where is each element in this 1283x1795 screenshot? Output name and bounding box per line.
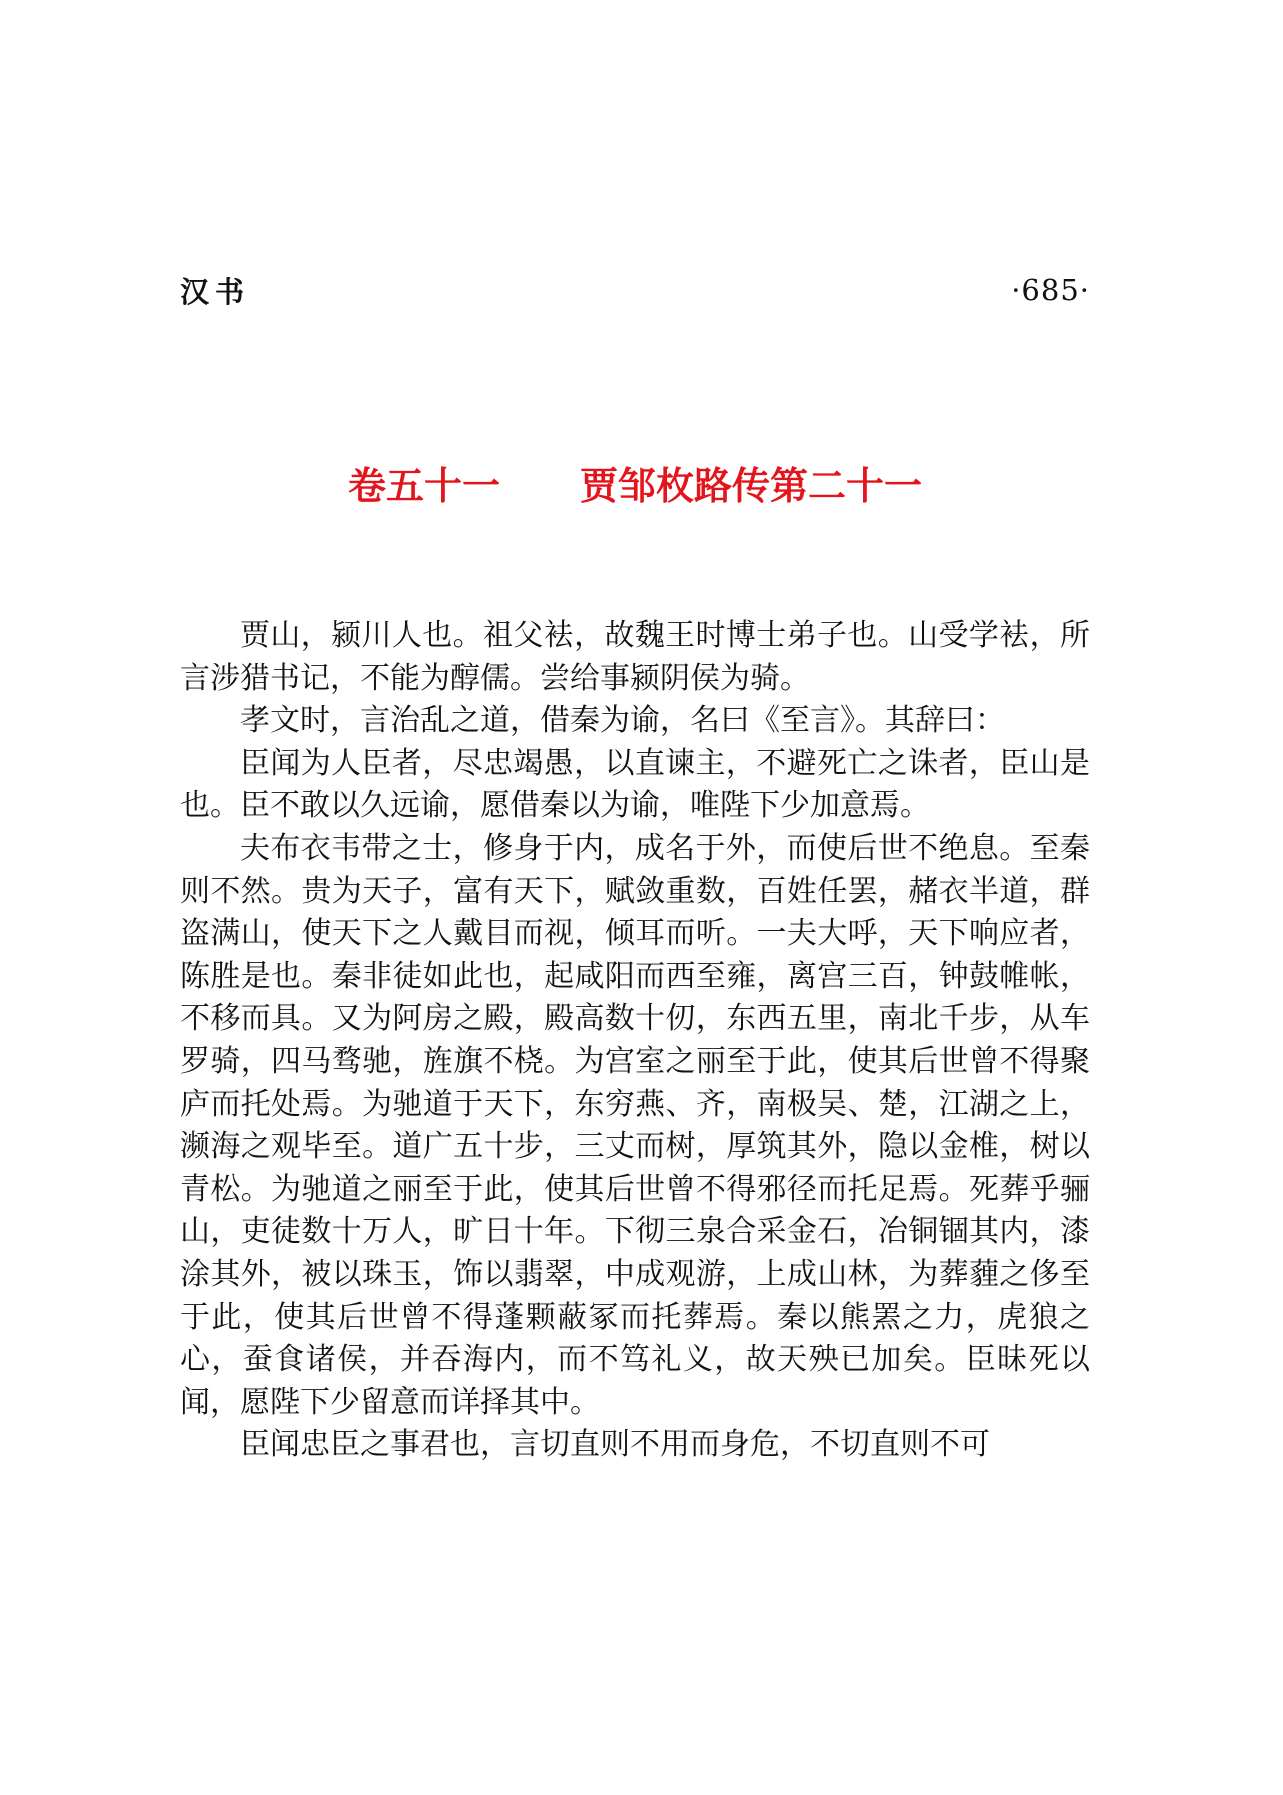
chapter-title: 贾邹枚路传第二十一 xyxy=(580,464,923,508)
paragraph-4: 夫布衣韦带之士，修身于内，成名于外，而使后世不绝息。至秦则不然。贵为天子，富有天下，赋敛重数，百姓任罢，赭衣半道，群盗满山，使天下之人戴目而视，倾耳而听。一夫大呼，天下响应者，陈胜是也。秦非徒如此也，起咸阳而西至雍，离宫三百，钟鼓帷帐，不移而具。又为阿房之殿，殿高数十仞，东西五里，南北千步，从车罗骑，四马骛驰，旌旗不桡。为宫室之丽至于此，使其后世曾不得聚庐而托处焉。为驰道于天下，东穷燕、齐，南极吴、楚，江湖之上，濒海之观毕至。道广五十步，三丈而树，厚筑其外，隐以金椎，树以青松。为驰道之丽至于此，使其后世曾不得邪径而托足焉。死葬乎骊山，吏徒数十万人，旷日十年。下彻三泉合采金石，冶铜锢其内，漆涂其外，被以珠玉，饰以翡翠，中成观游，上成山林，为葬薶之侈至于此，使其后世曾不得蓬颗蔽冢而托葬焉。秦以熊罴之力，虎狼之心，蚕食诸侯，并吞海内，而不笃礼义，故天殃已加矣。臣昧死以闻，愿陛下少留意而详择其中。 xyxy=(180,830,1090,1420)
book-title: 汉书 xyxy=(180,274,251,309)
page-number: ·685· xyxy=(1011,273,1090,307)
body-text xyxy=(180,615,1090,1467)
paragraph-3: 臣闻为人臣者，尽忠竭愚，以直谏主，不避死亡之诛者，臣山是也。臣不敢以久远谕，愿借秦以为谕，唯陛下少加意焉。 xyxy=(180,745,1090,824)
running-header xyxy=(180,268,1090,312)
paragraph-2: 孝文时，言治乱之道，借秦为谕，名曰《至言》。其辞曰： xyxy=(240,703,1005,739)
paragraph-1: 贾山，颍川人也。祖父袪，故魏王时博士弟子也。山受学袪，所言涉猎书记，不能为醇儒。尝给事颍阴侯为骑。 xyxy=(180,618,1090,696)
chapter-heading xyxy=(180,455,1090,510)
chapter-volume: 卷五十一 xyxy=(347,464,500,508)
paragraph-5: 臣闻忠臣之事君也，言切直则不用而身危，不切直则不可 xyxy=(240,1427,990,1463)
